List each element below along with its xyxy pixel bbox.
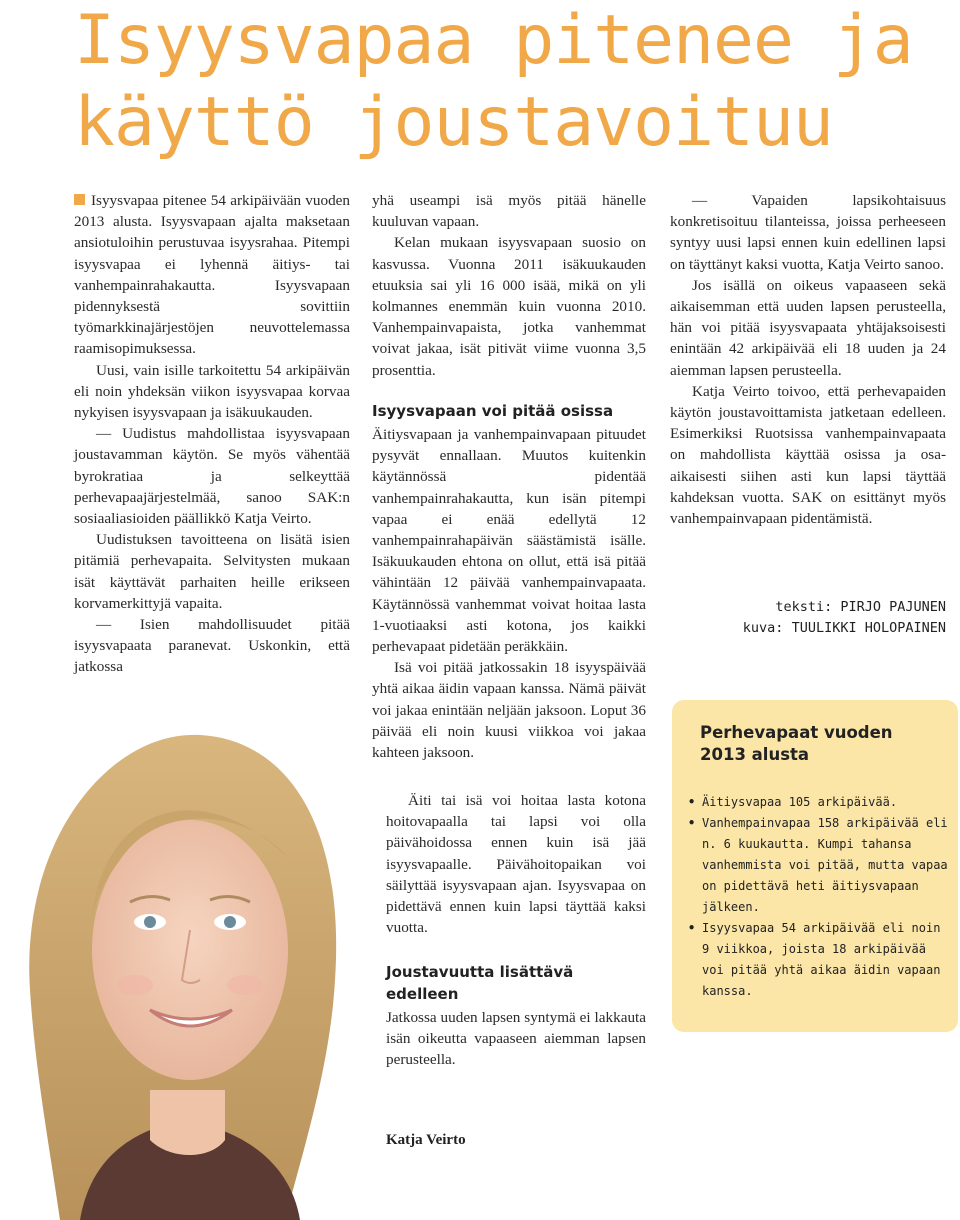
text-credit: teksti: PIRJO PAJUNEN — [775, 599, 946, 615]
paragraph: Katja Veirto toivoo, että perhevapaiden käytön joustavoittamista jatketaan edelleen. Esimerkiksi Ruotsissa vanhempainvapaata on mahdollista käyttää osissa ja osa-aikaisesti siihen asti kun lapsi täyttää kahdeksan vuotta. SAK on esittänyt myös vanhempainvapaan pidentämistä. — [670, 382, 946, 528]
square-bullet-icon — [74, 194, 85, 205]
list-item: • Vanhempainvapaa 158 arkipäivää eli n. 6 kuukautta. Kumpi tahansa vanhemmista voi pitää, mutta vapaa on pidettävä heti äitiysvapaan jälkeen. — [688, 813, 952, 918]
paragraph: Jatkossa uuden lapsen syntymä ei lakkauta isän oikeutta vapaaseen aiemman lapsen perusteella. — [386, 1008, 646, 1069]
fact-box-title: Perhevapaat vuoden 2013 alusta — [700, 723, 893, 764]
paragraph: Uudistuksen tavoitteena on lisätä isien pitämiä perhevapaita. Selvitysten mukaan isät käyttävät parhaiten heille erikseen korvamerkittyjä vapaita. — [74, 531, 350, 612]
fact-box-list — [688, 792, 952, 1002]
paragraph: yhä useampi isä myös pitää hänelle kuuluvan vapaan. — [372, 192, 646, 231]
lead-paragraph — [74, 190, 350, 360]
paragraph: Äitiysvapaan ja vanhempainvapaan pituudet pysyvät ennallaan. Muutos kuitenkin käytännössä pidentää vanhempainrahakautta, kun isän pitempi vapaa ei enää edellytä 12 vanhempainrahapäivän säästämistä isälle. Isäkuukauden ehtona on ollut, että isä pitää vähintään 12 päivää vanhempainvapaata. Käytännössä vanhemmat voivat hoitaa lasta 1-vuotiaaksi asti kotona, jos kaikki perhevapaat pidetään peräkkäin. — [372, 426, 646, 656]
portrait-photo — [0, 690, 370, 1220]
paragraph: Kelan mukaan isyysvapaan suosio on kasvussa. Vuonna 2011 isäkuukauden etuuksia sai yli 16 000 isää, mikä on yli kolmannes enemmän kuin vuonna 2010. Vanhempainvapaista, jotka vanhemmat voivat jakaa, isät pitivät viime vuonna 3,5 prosenttia. — [372, 234, 646, 379]
column-3 — [670, 190, 946, 529]
paragraph: Uusi, vain isille tarkoitettu 54 arkipäivän eli noin yhdeksän viikon isyysvapaa korvaa nykyisen isyysvapaan ja isäkuukauden. — [74, 361, 350, 422]
column-2-lower — [386, 790, 646, 1070]
headline-line-2: käyttö joustavoituu — [74, 83, 833, 162]
column-1 — [74, 190, 350, 678]
paragraph: Äiti tai isä voi hoitaa lasta kotona hoitovapaalla tai lapsi voi olla päivähoidossa ennen kuin isä jää isyysvapaalle. Päivähoitopaikan voi säilyttää isyysvapaan ajan. Isyysvapaa on pidettävä ennen kuin lapsi täyttää kaksi vuotta. — [386, 792, 646, 937]
column-2 — [372, 190, 646, 763]
paragraph: — Isien mahdollisuudet pitää isyysvapaata paranevat. Uskonkin, että jatkossa — [74, 616, 350, 676]
paragraph: Jos isällä on oikeus vapaaseen sekä aikaisemman että uuden lapsen perusteella, hän voi pitää isyysvapaata yhtäjaksoisesti enintään 42 arkipäivää eli 18 uuden ja 24 aiemman lapsen perusteella. — [670, 276, 946, 379]
paragraph: — Uudistus mahdollistaa isyysvapaan joustavamman käytön. Se myös vähentää byrokratiaa ja selkeyttää perhevapaajärjestelmää, sanoo SAK:n sosiaaliasioiden päällikkö Katja Veirto. — [74, 425, 350, 528]
list-item: • Äitiysvapaa 105 arkipäivää. — [688, 792, 952, 813]
credits — [743, 597, 946, 639]
headline — [74, 0, 913, 164]
photo-caption: Katja Veirto — [386, 1132, 466, 1148]
subheading: Isyysvapaan voi pitää osissa — [372, 401, 614, 420]
headline-line-1: Isyysvapaa pitenee ja — [74, 1, 913, 80]
fact-box — [672, 700, 958, 1032]
photo-credit: kuva: TUULIKKI HOLOPAINEN — [742, 620, 946, 636]
paragraph: Isä voi pitää jatkossakin 18 isyyspäivää yhtä aikaa äidin vapaan kanssa. Nämä päivät voi jakaa enintään neljään jaksoon. Loput 36 päivää eli noin kuusi viikkoa voi jakaa kahteen jaksoon. — [372, 659, 646, 762]
portrait-illustration — [0, 690, 370, 1220]
lead-text: Isyysvapaa pitenee 54 arkipäivään vuoden 2013 alusta. Isyysvapaan ajalta maksetaan ansiotuloihin perustuvaa isyysrahaa. Pitempi isyysvapaa ei lyhennä äitiys- tai vanhempainrahakautta. Isyysvapaan pidennyksestä sovittiin työmarkkinajärjestöjen neuvottelemassa raamisopimuksessa. — [74, 192, 350, 358]
paragraph: — Vapaiden lapsikohtaisuus konkretisoituu tilanteissa, joissa perheeseen syntyy uusi lapsi ennen kuin edellinen lapsi on täyttänyt kaksi vuotta, Katja Veirto sanoo. — [670, 192, 946, 273]
subheading: Joustavuutta lisättävä edelleen — [386, 963, 574, 1003]
list-item: • Isyysvapaa 54 arkipäivää eli noin 9 viikkoa, joista 18 arkipäivää voi pitää yhtä aikaa äidin vapaan kanssa. — [688, 918, 952, 1002]
